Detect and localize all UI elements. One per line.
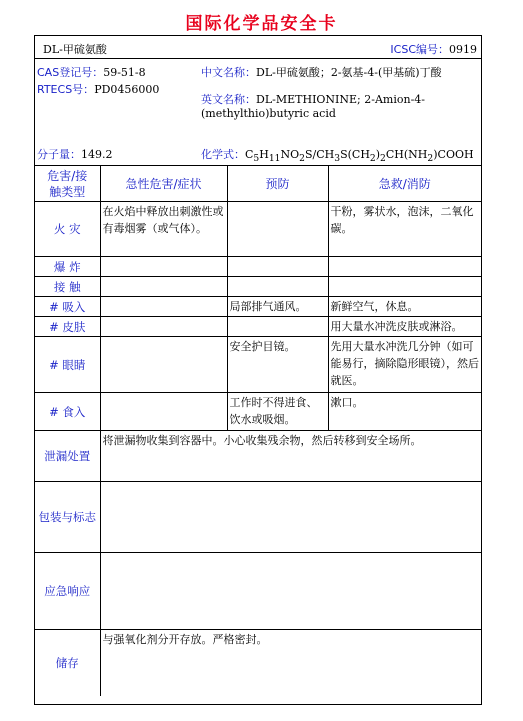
english-name [201,91,425,107]
ingestion-symptoms [100,393,227,431]
rtecs-number [37,81,159,97]
table-row [35,393,481,431]
divider [35,58,481,59]
contact-first-aid [328,277,481,297]
cas-label: CAS登记号： [37,66,104,79]
row-label-eyes: # 眼睛 [35,337,100,393]
row-label-fire: 火 灾 [35,202,100,257]
skin-prevention [227,317,328,337]
fire-prevention [227,202,328,257]
en-name-line1: DL-METHIONINE; 2-Amion-4- [256,93,426,106]
table-row [35,277,481,297]
row-label-skin: # 皮肤 [35,317,100,337]
eyes-symptoms [100,337,227,393]
ingestion-prevention: 工作时不得进食、饮水或吸烟。 [227,393,328,431]
chemical-name: DL-甲硫氨酸 [43,43,107,56]
chemical-formula [201,146,474,164]
safety-card [34,35,482,705]
molecular-weight [37,146,113,162]
table-row [35,482,481,553]
cn-name-value: DL-甲硫氨酸；2-氨基-4-(甲基硫)丁酸 [256,66,442,79]
formula-value: $C_5H_{11}NO_2S/CH_3S(CH_2)_2CH(NH_2)COOH$ [245,148,474,165]
inhalation-first-aid: 新鲜空气，休息。 [328,297,481,317]
table-row [35,630,481,696]
contact-symptoms [100,277,227,297]
row-label-inhalation: # 吸入 [35,297,100,317]
row-label-contact: 接 触 [35,277,100,297]
inhalation-symptoms [100,297,227,317]
icsc-number [390,41,477,57]
mw-label: 分子量： [37,148,81,161]
cn-name-label: 中文名称： [201,66,256,79]
explosion-symptoms [100,257,227,277]
spill-text: 将泄漏物收集到容器中。小心收集残余物，然后转移到安全场所。 [100,431,481,482]
card-title: 国际化学品安全卡 [185,14,338,34]
emergency-text [100,553,481,630]
fire-first-aid: 干粉，雾状水，泡沫，二氧化碳。 [328,202,481,257]
explosion-prevention [227,257,328,277]
table-row [35,317,481,337]
skin-first-aid: 用大量水冲洗皮肤或淋浴。 [328,317,481,337]
table-row [35,257,481,277]
table-row [35,431,481,482]
table-row [35,202,481,257]
skin-symptoms [100,317,227,337]
formula-label: 化学式： [201,148,245,161]
row-label-emergency: 应急响应 [35,553,100,630]
table-row [35,297,481,317]
row-label-ingestion: # 食入 [35,393,100,431]
fire-symptoms: 在火焰中释放出刺激性或有毒烟雾（或气体）。 [100,202,227,257]
rtecs-value: PD0456000 [94,83,160,96]
storage-text: 与强氧化剂分开存放。严格密封。 [100,630,481,696]
explosion-first-aid [328,257,481,277]
header-symptoms: 急性危害/症状 [100,166,227,202]
packaging-text [100,482,481,553]
hazard-table [35,165,481,696]
table-row [35,337,481,393]
rtecs-label: RTECS号： [37,83,95,96]
row-label-packaging: 包装与标志 [35,482,100,553]
mw-value: 149.2 [81,148,113,161]
eyes-prevention: 安全护目镜。 [227,337,328,393]
contact-prevention [227,277,328,297]
header-prevention: 预防 [227,166,328,202]
ingestion-first-aid: 漱口。 [328,393,481,431]
row-label-spill: 泄漏处置 [35,431,100,482]
header-first-aid: 急救/消防 [328,166,481,202]
en-name-label: 英文名称： [201,93,256,106]
cas-value: 59-51-8 [103,66,146,79]
chinese-name [201,64,442,80]
cas-number [37,64,146,80]
english-name-line2: (methylthio)butyric acid [201,107,336,120]
inhalation-prevention: 局部排气通风。 [227,297,328,317]
icsc-value: 0919 [449,43,477,56]
table-header-row [35,166,481,202]
header-type: 危害/接触类型 [35,166,100,202]
row-label-explosion: 爆 炸 [35,257,100,277]
icsc-label: ICSC编号： [390,43,449,56]
table-row [35,553,481,630]
row-label-storage: 储存 [35,630,100,696]
eyes-first-aid: 先用大量水冲洗几分钟（如可能易行，摘除隐形眼镜），然后就医。 [328,337,481,393]
